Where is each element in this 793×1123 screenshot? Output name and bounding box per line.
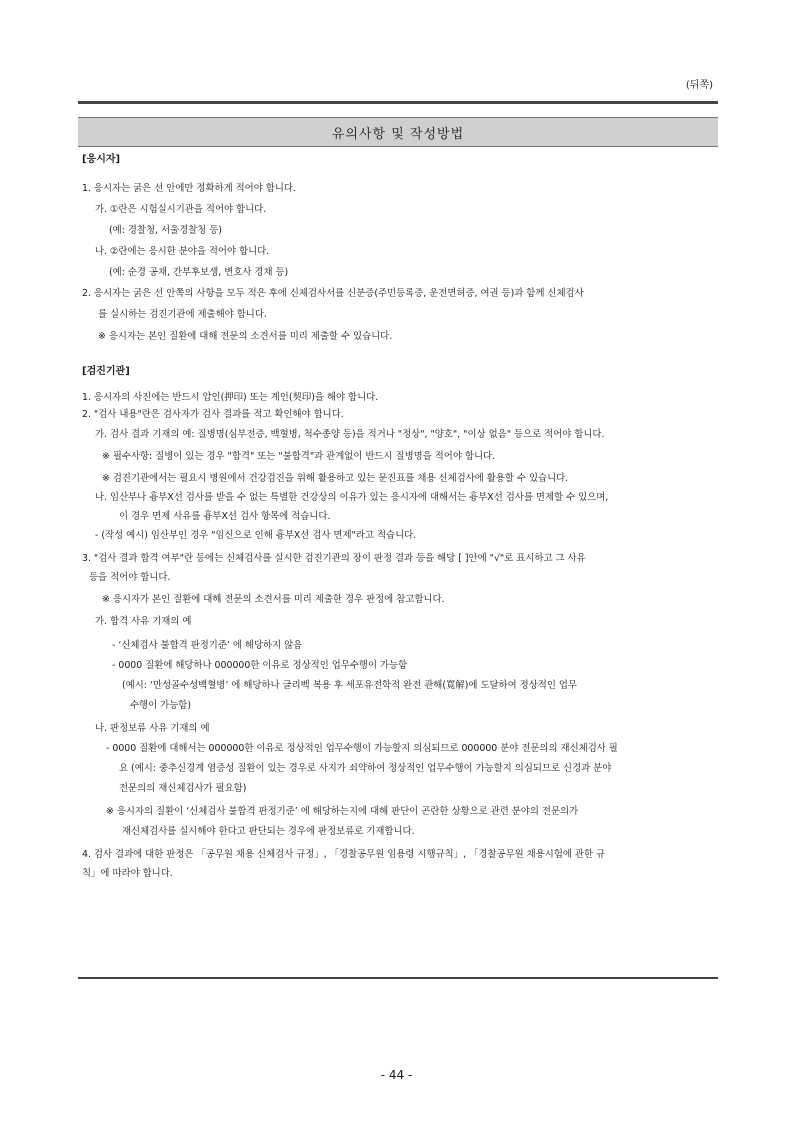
instruction-line: 1. 응시자는 굵은 선 안에만 정확하게 적어야 합니다. bbox=[82, 183, 296, 194]
back-side-label: (뒤쪽) bbox=[685, 80, 713, 91]
example-line: - 0000 질환에 대해서는 000000한 이유로 정상적인 업무수행이 가능할지 의심되므로 000000 분야 전문의의 재신체검사 필 bbox=[106, 743, 618, 754]
instruction-line: 가. ①란은 시험실시기관을 적어야 합니다. bbox=[95, 204, 267, 215]
page-title: 유의사항 및 작성방법 bbox=[78, 117, 718, 147]
instruction-line: (예: 순경 공채, 간부후보생, 변호사 경채 등) bbox=[109, 267, 289, 278]
example-line: - 0000 질환에 해당하나 000000한 이유로 정상적인 업무수행이 가능함 bbox=[112, 660, 408, 671]
instruction-line: 를 실시하는 검진기관에 제출해야 합니다. bbox=[98, 309, 267, 320]
instruction-line: 등을 적어야 합니다. bbox=[89, 572, 171, 583]
instruction-line: 이 경우 면제 사유를 흉부X선 검사 항목에 적습니다. bbox=[119, 511, 331, 522]
instruction-line: 4. 검사 결과에 대한 판정은 「공무원 채용 신체검사 규정」, 「경찰공무원 임용령 시행규칙」, 「경찰공무원 채용시험에 관한 규 bbox=[82, 849, 606, 860]
note-line: ※ 필수사항: 질병이 있는 경우 "합격" 또는 "불합격"과 관계없이 반드시 질병명을 적어야 합니다. bbox=[102, 451, 496, 462]
instruction-line: 2. "검사 내용"란은 검사자가 검사 결과를 적고 확인해야 합니다. bbox=[82, 409, 344, 420]
instruction-line: 가. 합격 사유 기재의 예 bbox=[95, 616, 192, 627]
note-line: 재신체검사를 실시해야 한다고 판단되는 경우에 판정보류로 기재합니다. bbox=[122, 826, 415, 837]
example-line: 요 (예시: 중추신경계 염증성 질환이 있는 경우로 사지가 쇠약하여 정상적인 업무수행이 가능할지 의심되므로 신경과 분야 bbox=[119, 763, 612, 774]
example-line: (예시: ‘만성골수성백혈병’ 에 해당하나 글리벡 복용 후 세포유전학적 완전 관해(寬解)에 도달하여 정상적인 업무 bbox=[122, 680, 577, 691]
note-line: ※ 응시자는 본인 질환에 대해 전문의 소견서를 미리 제출할 수 있습니다. bbox=[98, 331, 393, 342]
note-line: ※ 응시자의 질환이 ‘신체검사 불합격 판정기준’ 에 해당하는지에 대해 판단이 곤란한 상황으로 관련 분야의 전문의가 bbox=[106, 806, 579, 817]
clinic-heading: [검진기관] bbox=[82, 366, 130, 377]
applicant-heading: [응시자] bbox=[82, 154, 121, 165]
note-line: ※ 검진기관에서는 필요시 병원에서 건강검진을 위해 활용하고 있는 문진표를 채용 신체검사에 활용할 수 있습니다. bbox=[102, 473, 569, 484]
page-number: - 44 - bbox=[380, 1068, 413, 1082]
top-divider bbox=[78, 101, 718, 104]
note-line: ※ 응시자가 본인 질환에 대해 전문의 소견서를 미리 제출한 경우 판정에 참고합니다. bbox=[102, 594, 445, 605]
example-line: 전문의의 재신체검사가 필요함) bbox=[119, 783, 247, 794]
example-line: 수행이 가능함) bbox=[130, 700, 191, 711]
instruction-line: 칙」에 따라야 합니다. bbox=[82, 868, 173, 879]
example-line: - ‘신체검사 불합격 판정기준’ 에 해당하지 않음 bbox=[112, 640, 303, 651]
instruction-line: (예: 경찰청, 서울경찰청 등) bbox=[109, 225, 222, 236]
content-area bbox=[82, 152, 714, 880]
instruction-line: 가. 검사 결과 기재의 예: 질병명(심부전증, 백혈병, 척수종양 등)을 적거나 "정상", "양호", "이상 없음" 등으로 적어야 합니다. bbox=[95, 429, 605, 440]
instruction-line: 나. 판정보류 사유 기재의 예 bbox=[95, 723, 210, 734]
instruction-line: 3. "검사 결과 합격 여부"란 등에는 신체검사를 실시한 검진기관의 장이 판정 결과 등을 해당 [ ]안에 "√"로 표시하고 그 사유 bbox=[82, 553, 586, 564]
bottom-divider bbox=[78, 977, 718, 979]
instruction-line: - (작성 예시) 임산부인 경우 "임신으로 인해 흉부X선 검사 면제"라고 적습니다. bbox=[95, 530, 417, 541]
instruction-line: 1. 응시자의 사진에는 반드시 압인(押印) 또는 계인(契印)을 해야 합니다. bbox=[82, 392, 379, 403]
instruction-line: 2. 응시자는 굵은 선 안쪽의 사항을 모두 적은 후에 신체검사서를 신분증(주민등록증, 운전면허증, 여권 등)과 함께 신체검사 bbox=[82, 288, 584, 299]
instruction-line: 나. 임산부나 흉부X선 검사를 받을 수 없는 특별한 건강상의 이유가 있는 응시자에 대해서는 흉부X선 검사를 면제할 수 있으며, bbox=[95, 492, 609, 503]
instruction-line: 나. ②란에는 응시한 분야을 적어야 합니다. bbox=[95, 246, 270, 257]
